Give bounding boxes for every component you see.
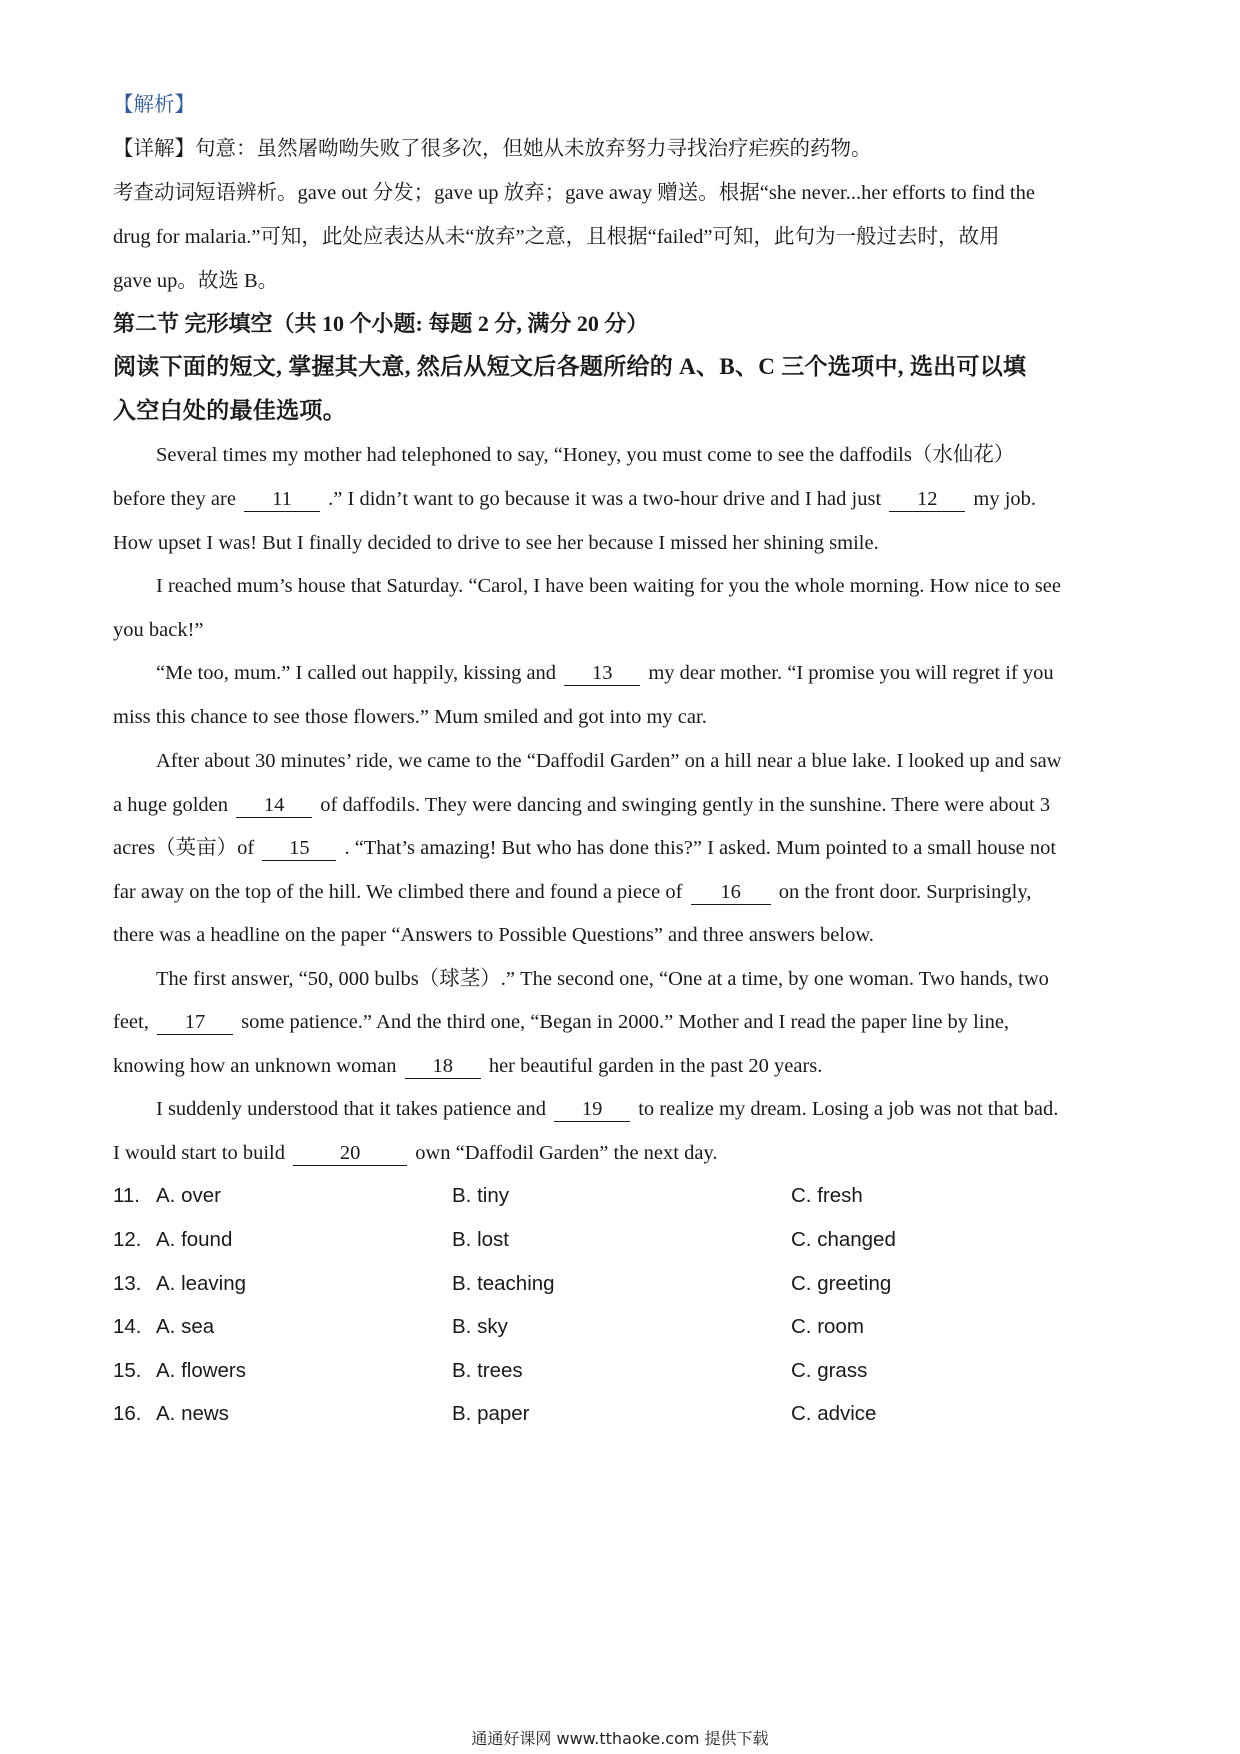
blank-15[interactable]: 15 <box>262 836 336 861</box>
blank-20[interactable]: 20 <box>293 1141 407 1166</box>
passage-line: there was a headline on the paper “Answers to Possible Questions” and three answers below. <box>113 924 874 946</box>
passage-line <box>113 1051 822 1081</box>
option-a[interactable]: A. leaving <box>156 1272 247 1295</box>
section-instruction: 入空白处的最佳选项。 <box>113 398 346 423</box>
passage-text: a huge golden <box>113 794 228 816</box>
passage-line: miss this chance to see those flowers.” Mum smiled and got into my car. <box>113 706 707 728</box>
passage-text: I suddenly understood that it takes patience and <box>156 1098 546 1120</box>
blank-14[interactable]: 14 <box>236 793 312 818</box>
passage-line <box>113 877 1031 907</box>
option-b[interactable]: B. tiny <box>452 1184 509 1207</box>
question-number: 14. <box>113 1315 142 1338</box>
passage-line <box>113 1138 717 1168</box>
option-c[interactable]: C. room <box>791 1315 864 1338</box>
passage-line: you back!” <box>113 619 204 641</box>
blank-17[interactable]: 17 <box>157 1010 233 1035</box>
passage-text: far away on the top of the hill. We climbed there and found a piece of <box>113 881 683 903</box>
question-number: 16. <box>113 1402 142 1425</box>
option-c[interactable]: C. fresh <box>791 1184 863 1207</box>
blank-16[interactable]: 16 <box>691 880 771 905</box>
passage-line <box>113 790 1050 820</box>
blank-11[interactable]: 11 <box>244 487 320 512</box>
passage-text: .” I didn’t want to go because it was a two-hour drive and I had just <box>328 488 882 510</box>
analysis-label: 【解析】 <box>113 94 195 116</box>
option-b[interactable]: B. sky <box>452 1315 508 1338</box>
passage-text: my dear mother. “I promise you will regret if you <box>648 662 1054 684</box>
option-b[interactable]: B. trees <box>452 1359 523 1382</box>
passage-text: feet, <box>113 1011 149 1033</box>
passage-line <box>113 833 1056 863</box>
analysis-detail-line: gave up。故选 B。 <box>113 270 279 292</box>
analysis-detail-line: 考查动词短语辨析。gave out 分发；gave up 放弃；gave away 赠送。根据“she never...her efforts to find the <box>113 182 1035 204</box>
passage-line <box>113 484 1036 514</box>
option-c[interactable]: C. grass <box>791 1359 868 1382</box>
passage-line: I reached mum’s house that Saturday. “Carol, I have been waiting for you the whole morning. How nice to see <box>156 575 1061 597</box>
passage-text: I would start to build <box>113 1142 285 1164</box>
passage-text: to realize my dream. Losing a job was not that bad. <box>638 1098 1059 1120</box>
section-instruction: 阅读下面的短文, 掌握其大意, 然后从短文后各题所给的 A、B、C 三个选项中, 选出可以填 <box>113 354 1027 379</box>
passage-text: . “That’s amazing! But who has done this?” I asked. Mum pointed to a small house not <box>344 837 1057 859</box>
blank-18[interactable]: 18 <box>405 1054 481 1079</box>
section-heading: 第二节 完形填空（共 10 个小题: 每题 2 分, 满分 20 分） <box>113 311 649 336</box>
question-number: 15. <box>113 1359 142 1382</box>
question-number: 11. <box>113 1184 140 1207</box>
passage-text: own “Daffodil Garden” the next day. <box>415 1142 718 1164</box>
option-b[interactable]: B. teaching <box>452 1272 555 1295</box>
option-c[interactable]: C. changed <box>791 1228 896 1251</box>
passage-line: Several times my mother had telephoned to say, “Honey, you must come to see the daffodils（水仙花） <box>156 444 1015 466</box>
option-a[interactable]: A. sea <box>156 1315 215 1338</box>
option-a[interactable]: A. over <box>156 1184 221 1207</box>
passage-text: of daffodils. They were dancing and swinging gently in the sunshine. There were about 3 <box>320 794 1051 816</box>
passage-text: my job. <box>973 488 1037 510</box>
blank-12[interactable]: 12 <box>889 487 965 512</box>
passage-line <box>156 658 1054 688</box>
passage-line: The first answer, “50, 000 bulbs（球茎）.” The second one, “One at a time, by one woman. Two hands, two <box>156 968 1049 990</box>
passage-text: knowing how an unknown woman <box>113 1055 397 1077</box>
option-b[interactable]: B. paper <box>452 1402 530 1425</box>
passage-text: acres（英亩）of <box>113 837 255 859</box>
question-number: 12. <box>113 1228 142 1251</box>
passage-text: some patience.” And the third one, “Began in 2000.” Mother and I read the paper line by line, <box>241 1011 1010 1033</box>
passage-text: “Me too, mum.” I called out happily, kissing and <box>156 662 557 684</box>
passage-line: After about 30 minutes’ ride, we came to the “Daffodil Garden” on a hill near a blue lake. I looked up and saw <box>156 750 1062 772</box>
passage-line: How upset I was! But I finally decided to drive to see her because I missed her shining smile. <box>113 532 879 554</box>
footer-watermark: 通通好课网 www.tthaoke.com 提供下载 <box>471 1729 769 1748</box>
passage-text: before they are <box>113 488 236 510</box>
blank-19[interactable]: 19 <box>554 1097 630 1122</box>
passage-line <box>156 1094 1058 1124</box>
option-c[interactable]: C. greeting <box>791 1272 892 1295</box>
option-c[interactable]: C. advice <box>791 1402 877 1425</box>
option-b[interactable]: B. lost <box>452 1228 509 1251</box>
option-a[interactable]: A. flowers <box>156 1359 246 1382</box>
option-a[interactable]: A. news <box>156 1402 229 1425</box>
option-a[interactable]: A. found <box>156 1228 233 1251</box>
question-number: 13. <box>113 1272 142 1295</box>
blank-13[interactable]: 13 <box>564 661 640 686</box>
analysis-detail-line: drug for malaria.”可知，此处应表达从未“放弃”之意，且根据“failed”可知，此句为一般过去时，故用 <box>113 226 1000 248</box>
passage-line <box>113 1007 1009 1037</box>
analysis-detail-line: 【详解】句意：虽然屠呦呦失败了很多次，但她从未放弃努力寻找治疗疟疾的药物。 <box>113 138 872 160</box>
passage-text: on the front door. Surprisingly, <box>778 881 1032 903</box>
passage-text: her beautiful garden in the past 20 years. <box>488 1055 823 1077</box>
